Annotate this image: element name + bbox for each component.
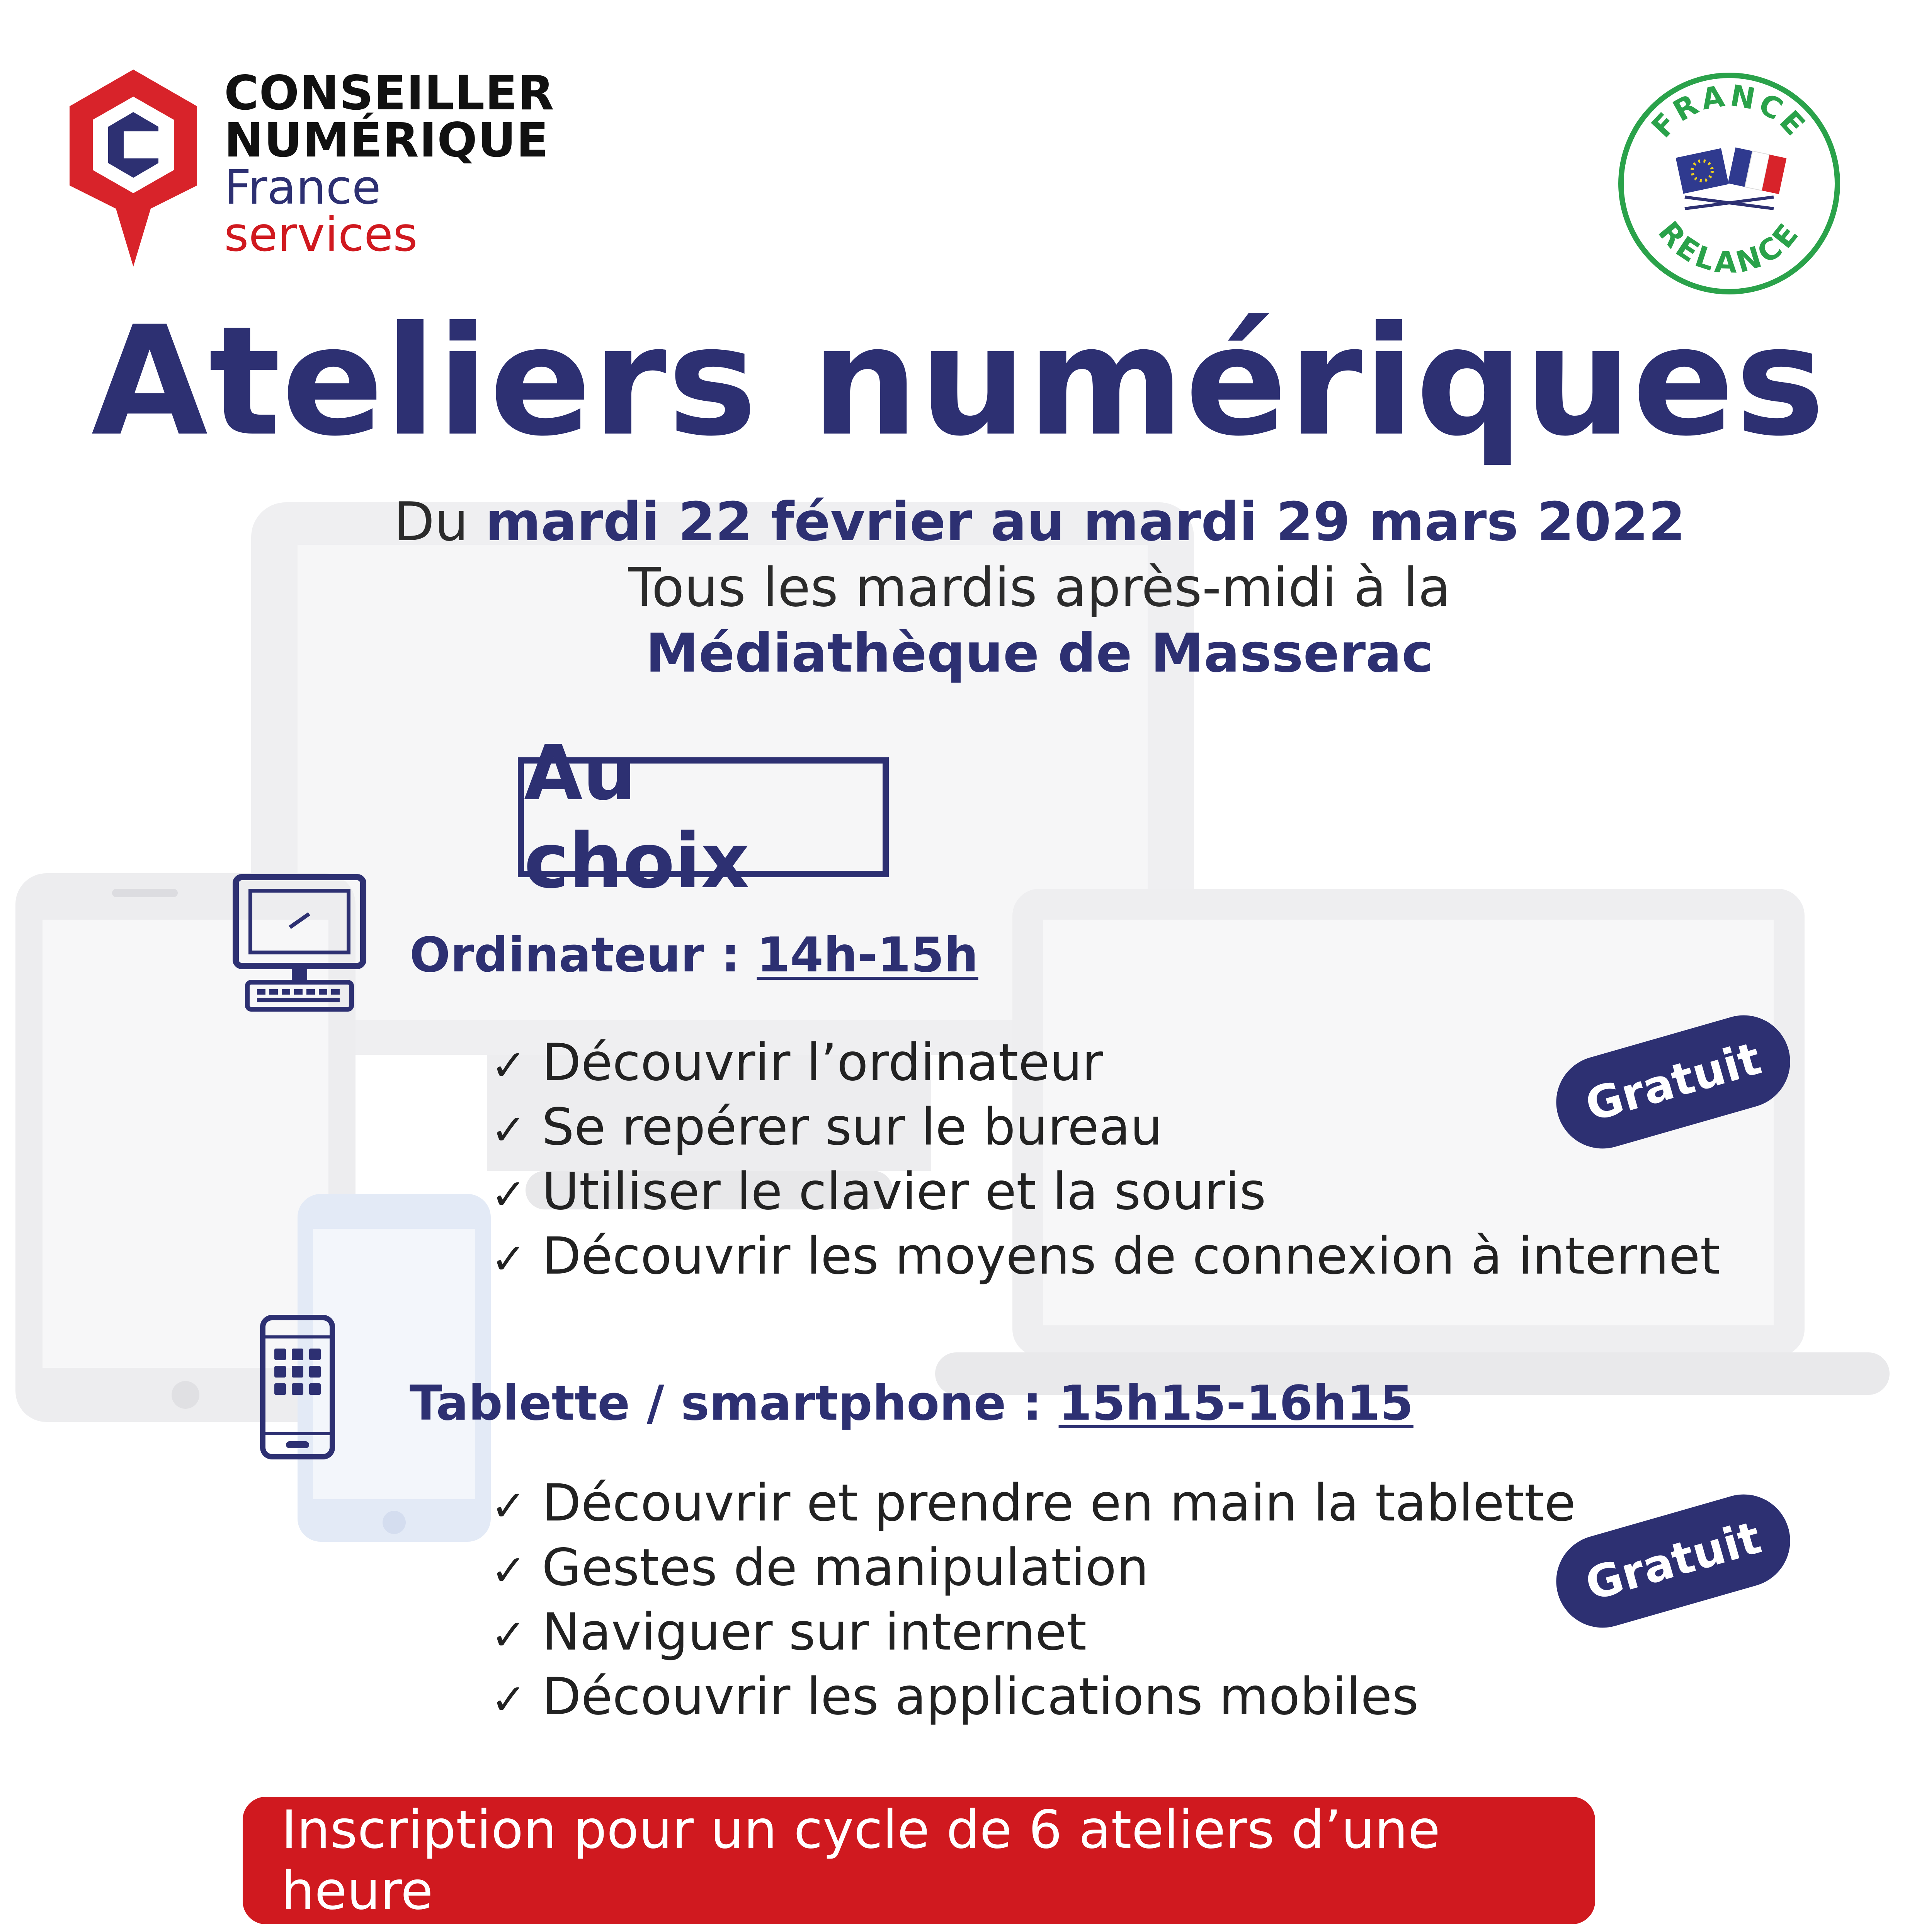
section-computer-label: Ordinateur :	[410, 927, 757, 983]
list-item: ✓ Découvrir l’ordinateur	[491, 1033, 1103, 1092]
section-tablet-title	[410, 1376, 1414, 1431]
venue-line: Médiathèque de Masserac	[645, 622, 1434, 684]
check-icon: ✓	[491, 1170, 527, 1219]
check-icon: ✓	[491, 1234, 527, 1284]
list-item: ✓ Découvrir les applications mobiles	[491, 1667, 1419, 1726]
list-item: ✓ Découvrir et prendre en main la tablette	[491, 1473, 1576, 1533]
check-icon: ✓	[491, 1546, 527, 1595]
check-icon: ✓	[491, 1105, 527, 1155]
check-icon: ✓	[491, 1675, 527, 1724]
registration-banner: Inscription pour un cycle de 6 ateliers d’une heure	[243, 1797, 1595, 1924]
logo-line-3: France	[224, 160, 381, 215]
section-tablet-label: Tablette / smartphone :	[410, 1376, 1059, 1431]
dates-line	[0, 491, 1917, 553]
free-badge: Gratuit	[1545, 1483, 1801, 1639]
section-computer-title	[410, 927, 978, 983]
logo-line-4: services	[224, 207, 418, 262]
page-title: Ateliers numériques	[91, 294, 1826, 469]
list-item: ✓ Se repérer sur le bureau	[491, 1097, 1163, 1157]
check-icon: ✓	[491, 1481, 527, 1531]
badge-top-text: FRANCE	[1645, 78, 1814, 145]
list-item: ✓ Naviguer sur internet	[491, 1602, 1087, 1662]
list-item: ✓ Découvrir les moyens de connexion à internet	[491, 1226, 1720, 1286]
dates-range: mardi 22 février au mardi 29 mars 2022	[485, 491, 1686, 553]
logo-line-1: CONSEILLER	[224, 66, 555, 121]
computer-topics-list	[491, 1032, 1720, 1290]
computer-icon	[232, 873, 367, 1016]
schedule-line: Tous les mardis après-midi à la	[628, 556, 1451, 619]
list-item: ✓ Utiliser le clavier et la souris	[491, 1162, 1266, 1221]
section-tablet-time: 15h15-16h15	[1058, 1376, 1414, 1431]
check-icon: ✓	[491, 1610, 527, 1660]
france-relance-badge	[1615, 70, 1843, 298]
section-computer-time: 14h-15h	[757, 927, 978, 983]
conseiller-numerique-logo-text	[224, 66, 555, 262]
conseiller-numerique-logo-icon	[70, 70, 197, 270]
choice-label: Au choix	[518, 757, 889, 877]
free-badge: Gratuit	[1545, 1004, 1801, 1160]
dates-prefix: Du	[393, 491, 485, 553]
tablet-topics-list	[491, 1472, 1576, 1730]
check-icon: ✓	[491, 1041, 527, 1090]
badge-bottom-text: RELANCE	[1652, 215, 1807, 280]
logo-line-2: NUMÉRIQUE	[224, 113, 549, 168]
smartphone-icon	[259, 1314, 336, 1461]
list-item: ✓ Gestes de manipulation	[491, 1538, 1149, 1597]
